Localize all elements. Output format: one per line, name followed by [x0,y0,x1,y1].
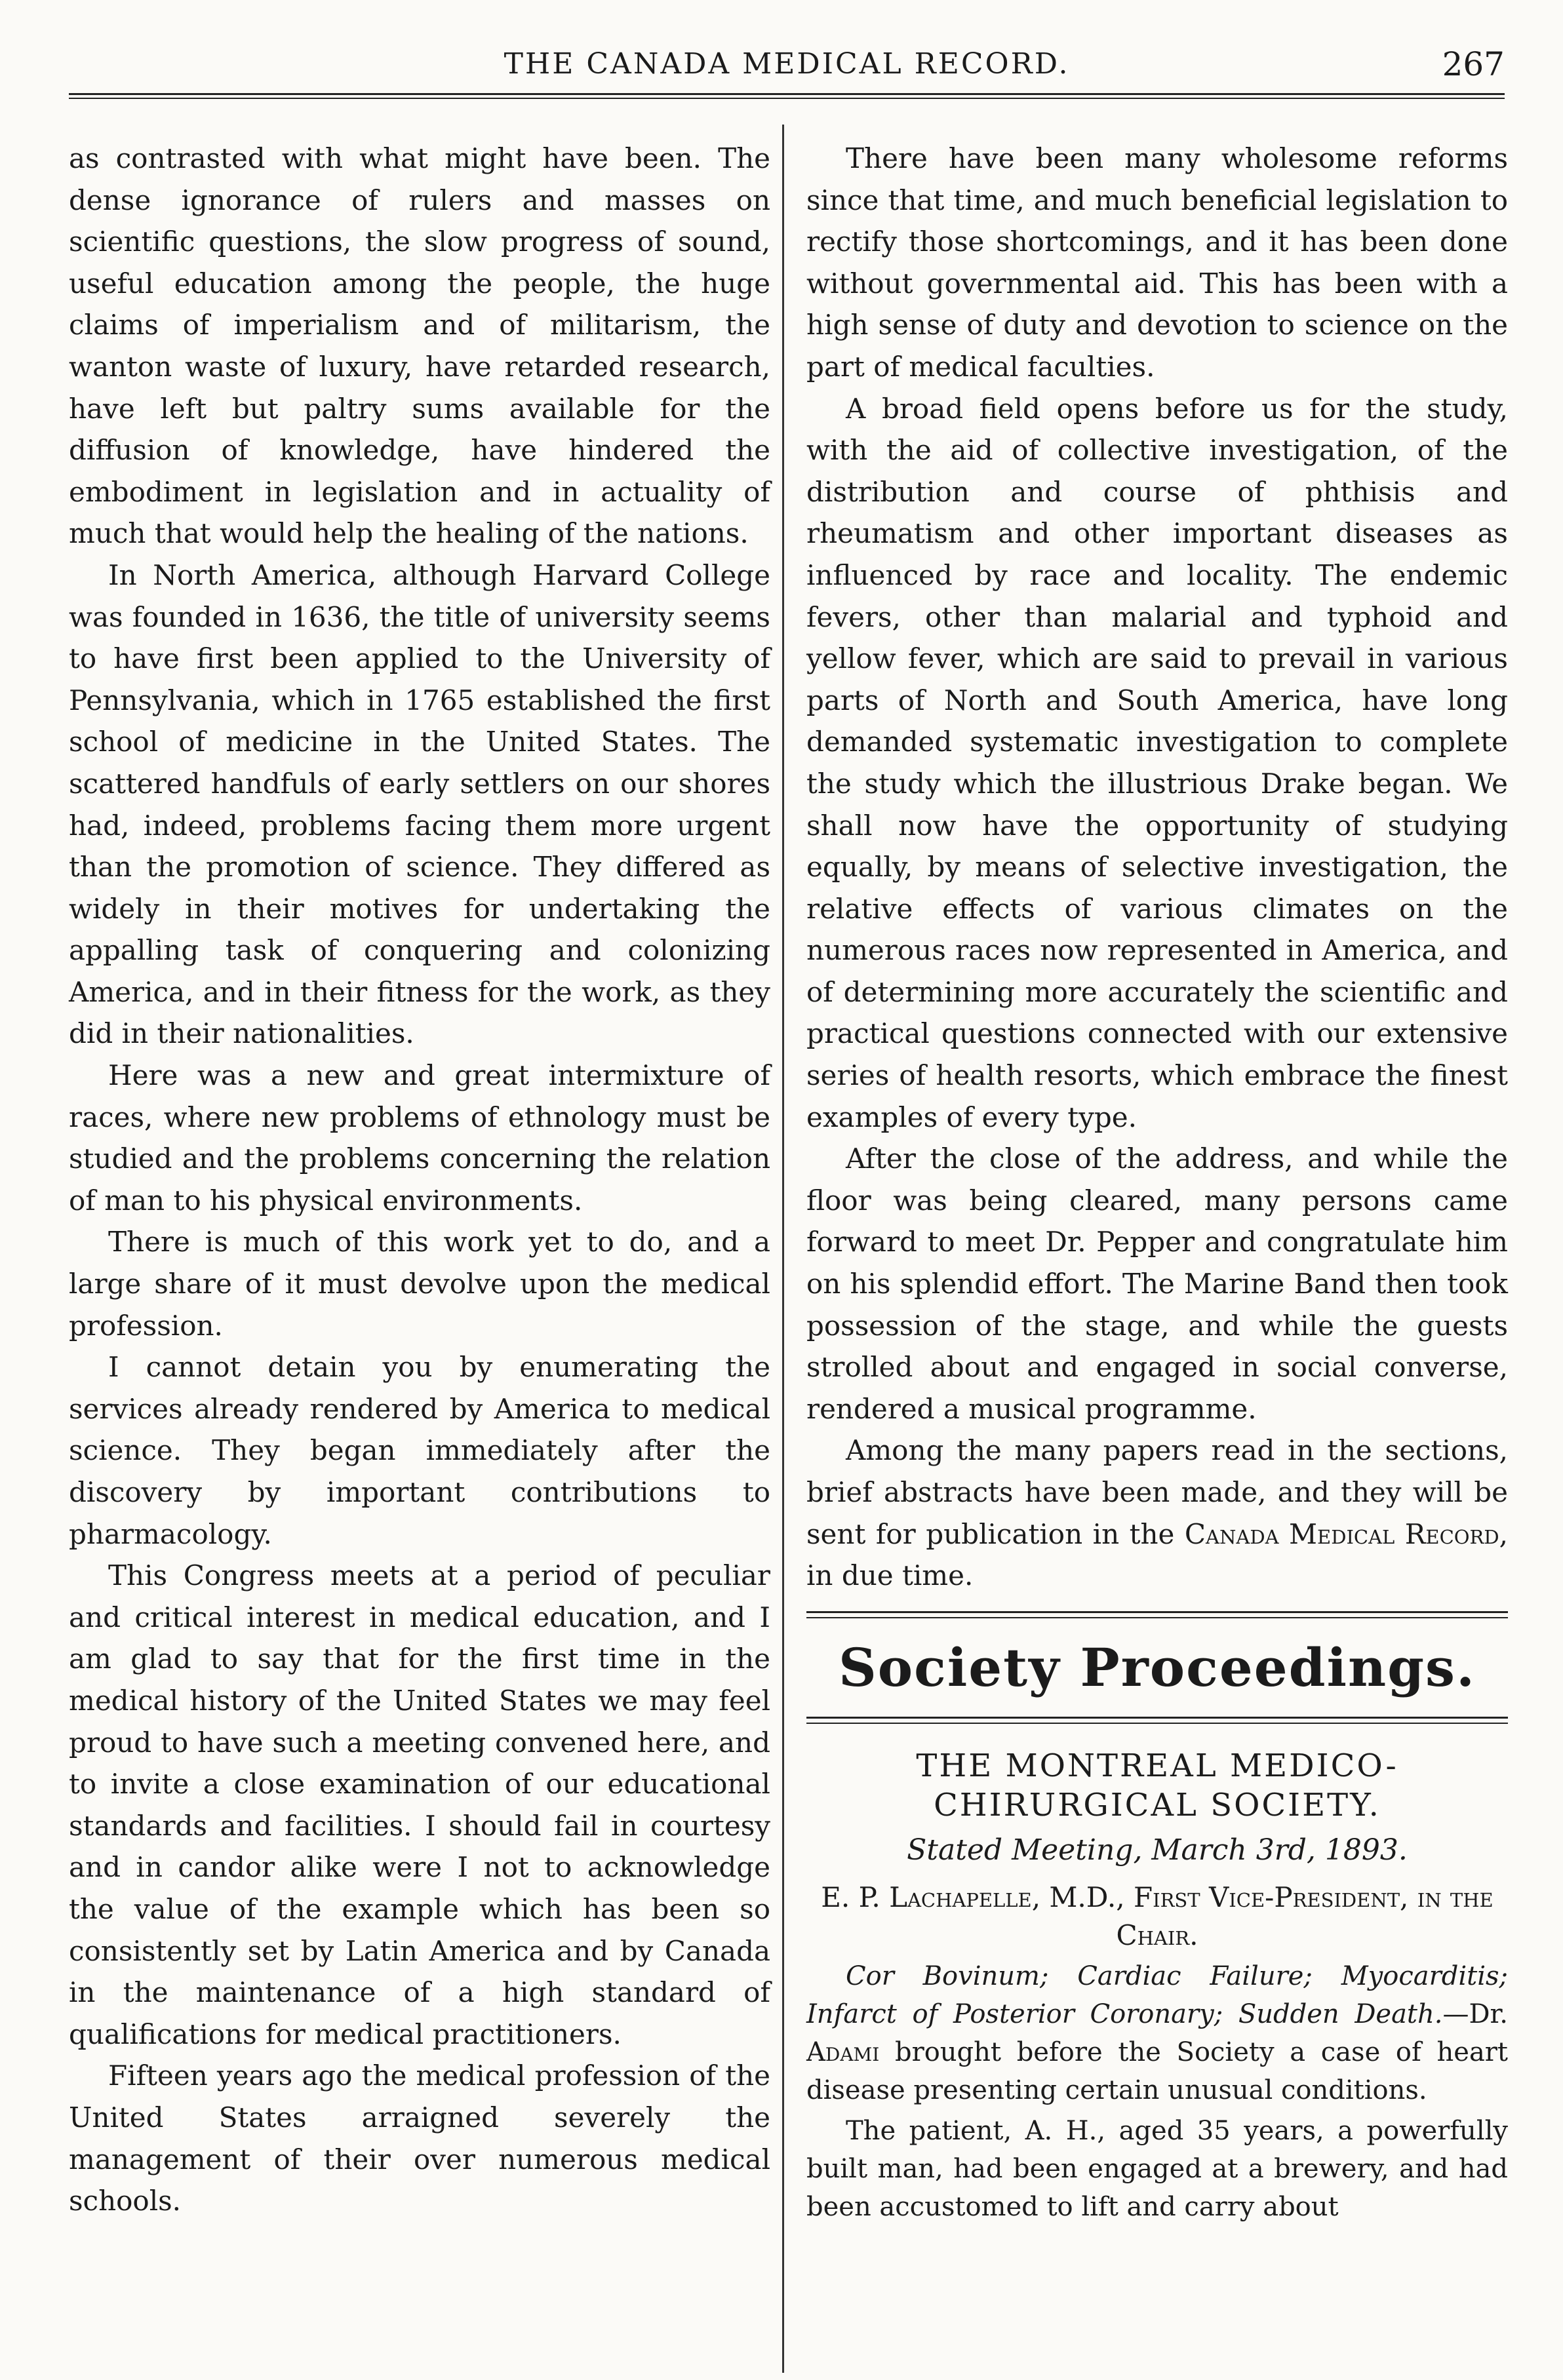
paragraph: The patient, A. H., aged 35 years, a powerfully built man, had been engaged at a brewery, and had been accustomed to lift and carry about [806,2115,1508,2222]
journal-title: THE CANADA MEDICAL RECORD. [504,47,1070,81]
journal-name: Canada Medical Record [1184,1517,1499,1550]
text-run: , in due time. [806,1517,1508,1592]
running-header [69,45,1505,84]
case-heading: Cor Bovinum; Cardiac Failure; Myocarditis; Infarct of Posterior Coronary; Sudden Death. [806,1961,1508,2029]
left-column [69,138,770,2222]
paragraph: as contrasted with what might have been. The dense ignorance of rulers and masses on scientific questions, the slow progress of sound, useful education among the people, the huge claims of imperialism and of militarism, the wanton waste of luxury, have retarded research, have left but paltry sums available for the diffusion of knowledge, have hindered the embodiment in legislation and in actuality of much that would help the healing of the nations. [69,142,770,550]
paragraph: There have been many wholesome reforms since that time, and much beneficial legislation to rectify those shortcomings, and it has been done without governmental aid. This has been with a high sense of duty and devotion to science on the part of medical faculties. [806,142,1508,383]
society-name: THE MONTREAL MEDICO-CHIRURGICAL SOCIETY. [916,1747,1398,1824]
paragraph: After the close of the address, and while the floor was being cleared, many persons came forward to meet Dr. Pepper and congratulate him on his splendid effort. The Marine Band then took possession of the stage, and while the guests strolled about and engaged in social converse, rendered a musical programme. [806,1142,1508,1425]
header-rule [69,93,1505,99]
section-rule [806,1611,1508,1618]
text-run: —Dr. [1442,1999,1508,2029]
chair-line: E. P. Lachapelle, M.D., First Vice-President, in the Chair. [821,1881,1494,1951]
paragraph [806,1957,1508,2109]
doctor-name: Adami [806,2037,880,2067]
case-report [806,1957,1508,2226]
text-run: Among the many papers read in the sections, brief abstracts have been made, and they will be sent for publication in the [806,1434,1508,1550]
paragraph [806,1430,1508,1596]
paragraph: Here was a new and great intermixture of races, where new problems of ethnology must be studied and the problems concerning the relation of man to his physical environments. [69,1059,770,1217]
right-column [806,138,1508,2226]
page-number: 267 [1442,45,1505,83]
meeting-date: Stated Meeting, March 3rd, 1893. [907,1833,1408,1867]
section-rule [806,1717,1508,1724]
paragraph: In North America, although Harvard College was founded in 1636, the title of university seems to have first been applied to the University of Pennsylvania, which in 1765 established the first school of medicine in the United States. The scattered handfuls of early settlers on our shores had, indeed, problems facing them more urgent than the promotion of science. They differed as widely in their motives for undertaking the appalling task of conquering and colonizing America, and in their fitness for the work, as they did in their nationalities. [69,558,770,1050]
paragraph: A broad field opens before us for the study, with the aid of collective investigation, of the distribution and course of phthisis and rheumatism and other important diseases as influenced by race and locality. The endemic fevers, other than malarial and typhoid and yellow fever, which are said to prevail in various parts of North and South America, have long demanded systematic investigation to complete the study which the illustrious Drake began. We shall now have the opportunity of studying equally, by means of selective investigation, the relative effects of various climates on the numerous races now represented in America, and of determining more accurately the scientific and practical questions connected with our extensive series of health resorts, which embrace the finest examples of every type. [806,392,1508,1133]
paragraph: There is much of this work yet to do, and a large share of it must devolve upon the medical profession. [69,1226,770,1342]
paragraph: Fifteen years ago the medical profession of the United States arraigned severely the management of their over numerous medical schools. [69,2059,770,2217]
paragraph: I cannot detain you by enumerating the services already rendered by America to medical science. They began immediately after the discovery by important contributions to pharmacology. [69,1351,770,1550]
column-divider [782,125,784,2373]
paragraph: This Congress meets at a period of peculiar and critical interest in medical education, and I am glad to say that for the first time in the medical history of the United States we may feel proud to have such a meeting convened here, and to invite a close examination of our educational standards and facilities. I should fail in courtesy and in candor alike were I not to acknowledge the value of the example which has been so consistently set by Latin America and by Canada in the maintenance of a high standard of qualifications for medical practitioners. [69,1559,770,2050]
text-run: brought before the Society a case of heart disease presenting certain unusual conditions. [806,2037,1508,2105]
section-heading: Society Proceedings. [839,1636,1476,1698]
